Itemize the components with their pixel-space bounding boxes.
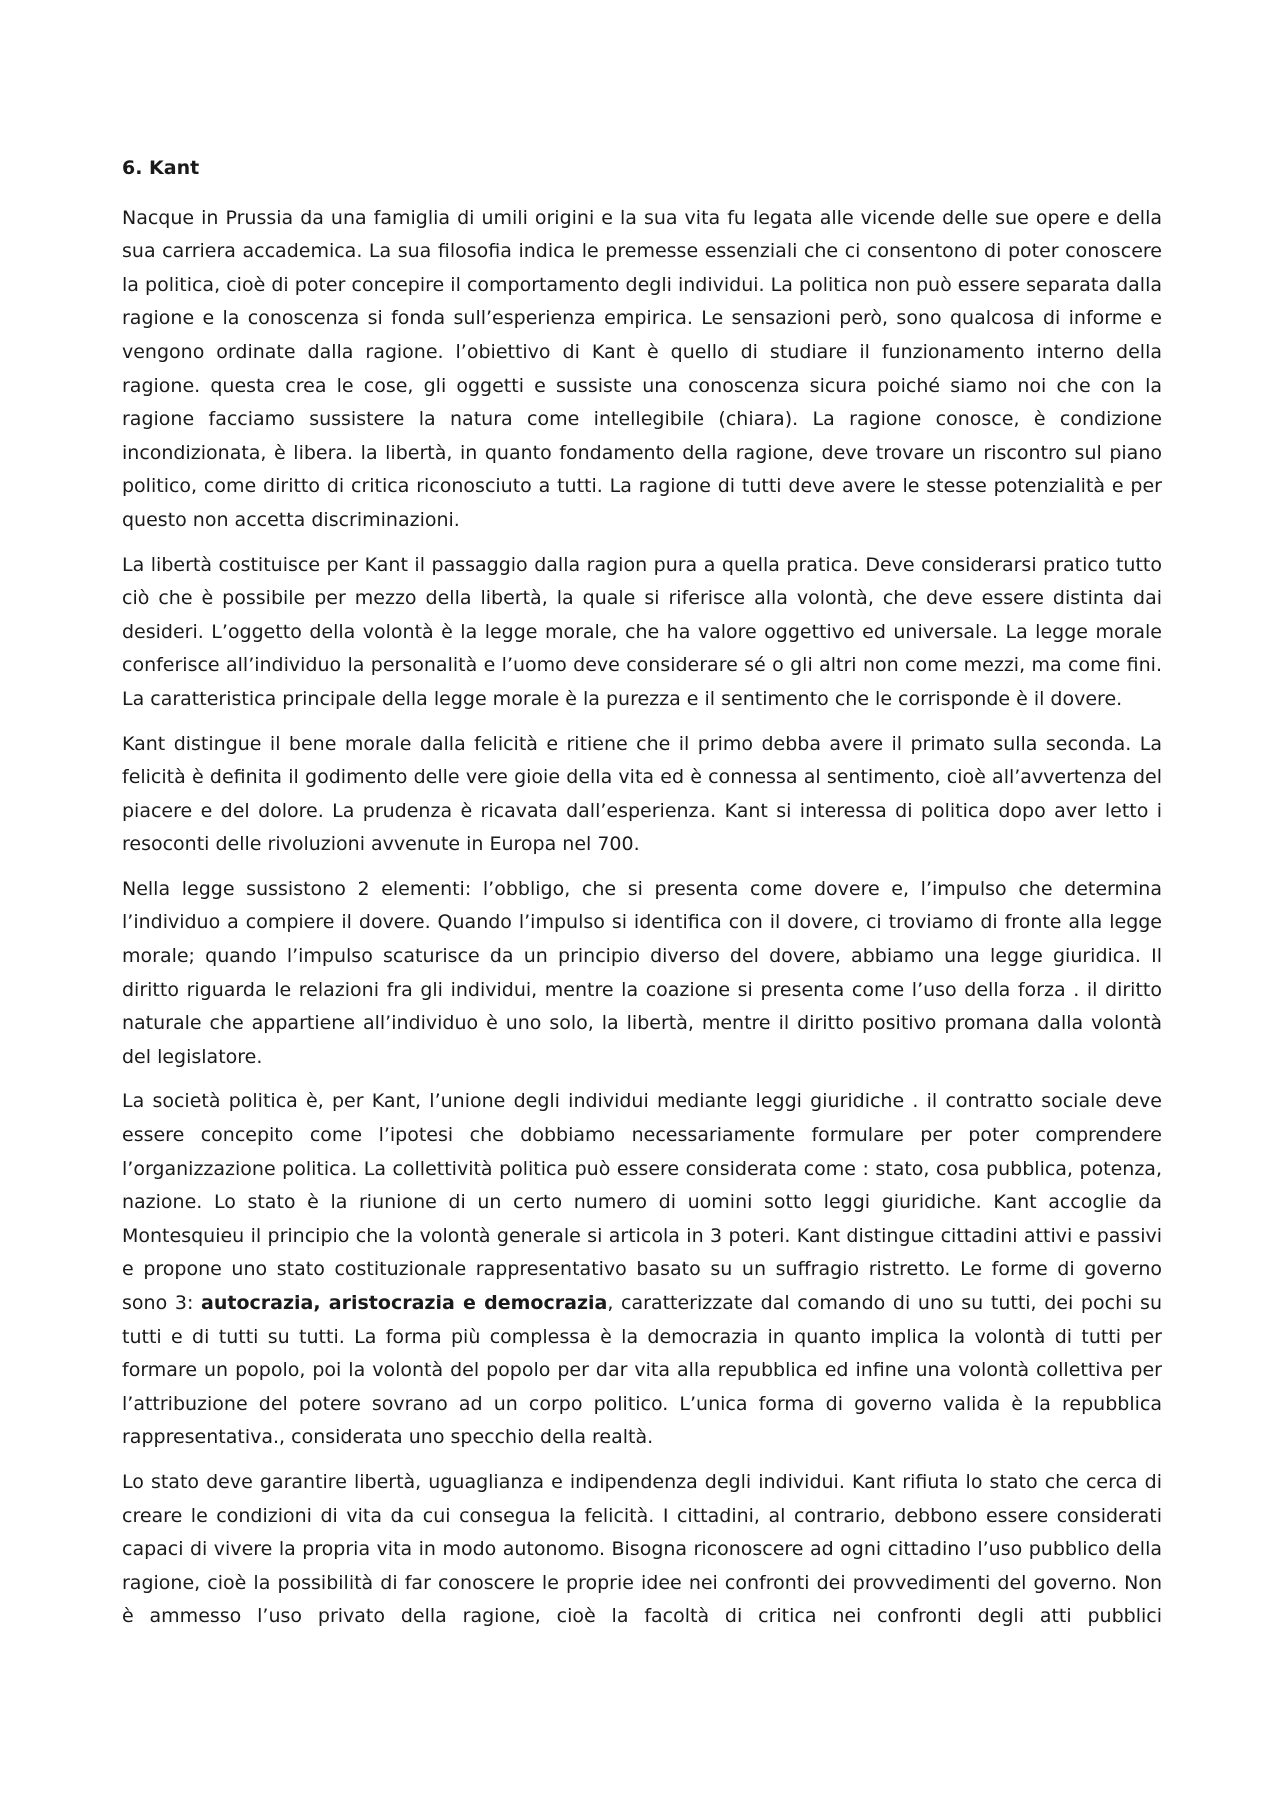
- section-title: 6. Kant: [122, 157, 200, 179]
- paragraph-intro: Nacque in Prussia da una famiglia di umili origini e la sua vita fu legata alle vicende delle sue opere e della sua carriera accademica. La sua filosofia indica le premesse essenziali che ci consentono di poter conoscere la politica, cioè di poter concepire il comportamento degli individui. La politica non può essere separata dalla ragione e la conoscenza si fonda sull’esperienza empirica. Le sensazioni però, sono qualcosa di informe e vengono ordinate dalla ragione. l’obiettivo di Kant è quello di studiare il funzionamento interno della ragione. questa crea le cose, gli oggetti e sussiste una conoscenza sicura poiché siamo noi che con la ragione facciamo sussistere la natura come intellegibile (chiara). La ragione conosce, è condizione incondizionata, è libera. la libertà, in quanto fondamento della ragione, deve trovare un riscontro sul piano politico, come diritto di critica riconosciuto a tutti. La ragione di tutti deve avere le stesse potenzialità e per questo non accetta discriminazioni.: [122, 206, 1162, 531]
- paragraph-text: , caratterizzate dal comando di uno su tutti, dei pochi su tutti e di tutti su tutti. La forma più complessa è la democrazia in quanto implica la volontà di tutti per formare un popolo, poi la volontà del popolo per dar vita alla repubblica ed infine una volontà collettiva per l’attribuzione del potere sovrano ad un corpo politico. L’unica forma di governo valida è la repubblica rappresentativa., considerata uno specchio della realtà.: [122, 1292, 1162, 1449]
- document-page: [122, 152, 1162, 1645]
- paragraph-law: Nella legge sussistono 2 elementi: l’obbligo, che si presenta come dovere e, l’impulso che determina l’individuo a compiere il dovere. Quando l’impulso si identifica con il dovere, ci troviamo di fronte alla legge morale; quando l’impulso scaturisce da un principio diverso del dovere, abbiamo una legge giuridica. Il diritto riguarda le relazioni fra gli individui, mentre la coazione si presenta come l’uso della forza . il diritto naturale che appartiene all’individuo è uno solo, la libertà, mentre il diritto positivo promana dalla volontà del legislatore.: [122, 877, 1162, 1068]
- paragraph-liberty: La libertà costituisce per Kant il passaggio dalla ragion pura a quella pratica. Deve considerarsi pratico tutto ciò che è possibile per mezzo della libertà, la quale si riferisce alla volontà, che deve essere distinta dai desideri. L’oggetto della volontà è la legge morale, che ha valore oggettivo ed universale. La legge morale conferisce all’individuo la personalità e l’uomo deve considerare sé o gli altri non come mezzi, ma come fini. La caratteristica principale della legge morale è la purezza e il sentimento che le corrisponde è il dovere.: [122, 553, 1162, 710]
- paragraph-happiness: Kant distingue il bene morale dalla felicità e ritiene che il primo debba avere il primato sulla seconda. La felicità è definita il godimento delle vere gioie della vita ed è connessa al sentimento, cioè all’avvertenza del piacere e del dolore. La prudenza è ricavata dall’esperienza. Kant si interessa di politica dopo aver letto i resoconti delle rivoluzioni avvenute in Europa nel 700.: [122, 732, 1162, 856]
- paragraph-state: Lo stato deve garantire libertà, uguaglianza e indipendenza degli individui. Kant rifiuta lo stato che cerca di creare le condizioni di vita da cui consegua la felicità. I cittadini, al contrario, debbono essere considerati capaci di vivere la propria vita in modo autonomo. Bisogna riconoscere ad ogni cittadino l’uso pubblico della ragione, cioè la possibilità di far conoscere le proprie idee nei confronti dei provvedimenti del governo. Non è ammesso l’uso privato della ragione, cioè la facoltà di critica nei confronti degli atti pubblici: [122, 1470, 1162, 1628]
- bold-forms-of-government: autocrazia, aristocrazia e democrazia: [201, 1292, 608, 1314]
- paragraph-political-society: [122, 1085, 1162, 1455]
- paragraph-text: La società politica è, per Kant, l’unione degli individui mediante leggi giuridiche . il contratto sociale deve essere concepito come l’ipotesi che dobbiamo necessariamente formulare per poter comprendere l’organizzazione politica. La collettività politica può essere considerata come : stato, cosa pubblica, potenza, nazione. Lo stato è la riunione di un certo numero di uomini sotto leggi giuridiche. Kant accoglie da Montesquieu il principio che la volontà generale si articola in 3 poteri. Kant distingue cittadini attivi e passivi e propone uno stato costituzionale rappresentativo basato su un suffragio ristretto. Le forme di governo sono 3:: [122, 1090, 1162, 1314]
